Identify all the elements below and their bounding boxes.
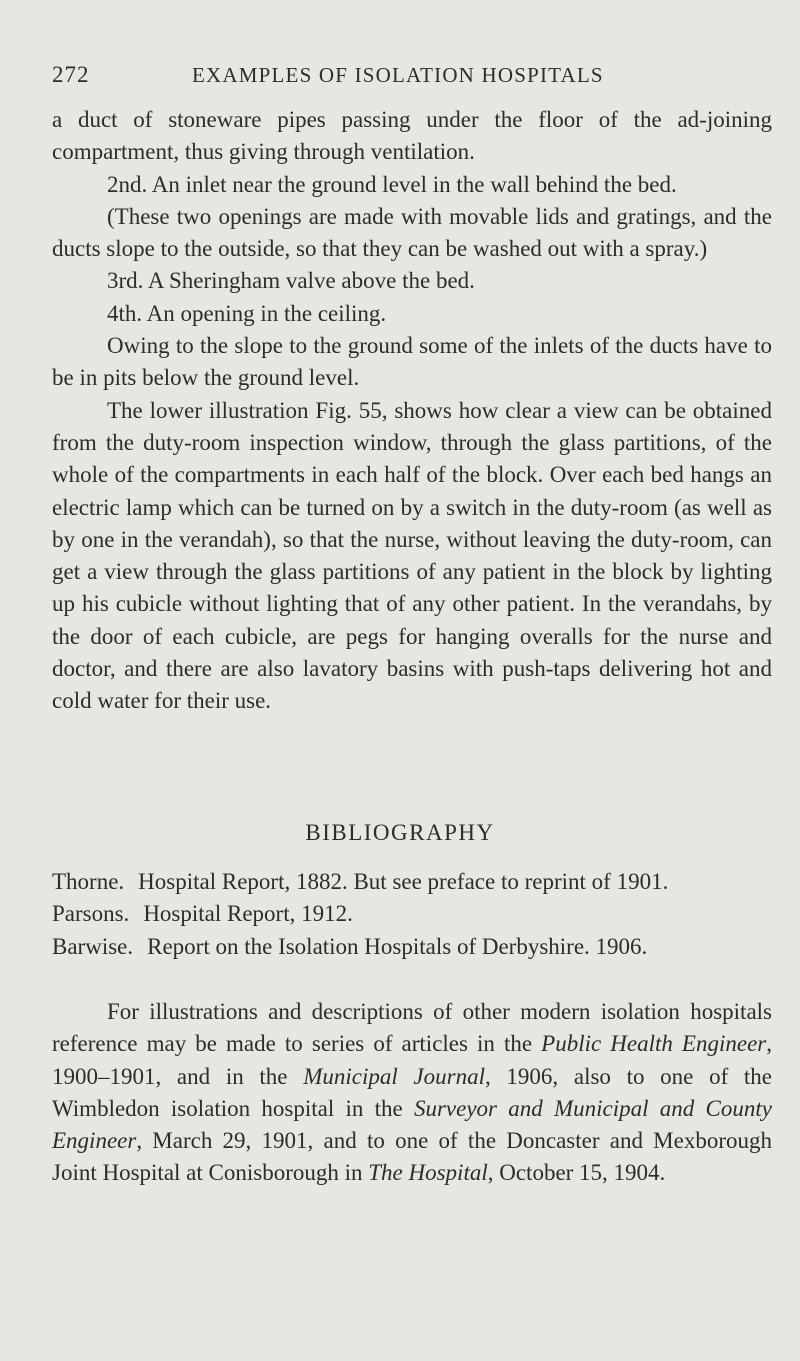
paragraph: a duct of stoneware pipes passing under the floor of the ad-joining compartment, thus giving through ventilation. xyxy=(52,107,772,165)
journal-title: Surveyor and Municipal and County Engineer xyxy=(52,1095,772,1154)
journal-title: The Hospital xyxy=(368,1160,488,1186)
bibliography-reference: Hospital Report, 1912. xyxy=(143,901,353,927)
paragraph: 2nd. An inlet near the ground level in the wall behind the bed. xyxy=(107,171,677,197)
closing-text: , 1900–1901, and in the xyxy=(52,1031,772,1089)
paragraph: 3rd. A Sheringham valve above the bed. xyxy=(107,268,475,294)
bibliography-author: Thorne. xyxy=(52,869,125,894)
bibliography-reference: Report on the Isolation Hospitals of Derbyshire. 1906. xyxy=(147,933,648,959)
bibliography-entry xyxy=(52,931,772,963)
bibliography-entry xyxy=(52,898,772,930)
body-text xyxy=(52,104,772,718)
page-header xyxy=(52,62,752,94)
closing-text: , 1906, also to one of the Wimbledon isolation hospital in the xyxy=(52,1063,773,1121)
closing-paragraph xyxy=(52,996,772,1190)
journal-title: Municipal Journal xyxy=(303,1063,485,1089)
closing-text: , October 15, 1904. xyxy=(487,1160,666,1186)
running-head: EXAMPLES OF ISOLATION HOSPITALS xyxy=(192,63,604,87)
closing-text: For illustrations and descriptions of other modern isolation hospitals reference may be made to series of articles in the xyxy=(52,999,772,1057)
bibliography-author: Barwise. xyxy=(52,933,134,959)
journal-title: Public Health Engineer xyxy=(541,1031,767,1057)
closing-text: , March 29, 1901, and to one of the Doncaster and Mexborough Joint Hospital at Conisborough in xyxy=(52,1128,772,1186)
closing-note xyxy=(52,996,772,1190)
bibliography-author: Parsons. xyxy=(52,901,130,927)
bibliography-reference: Hospital Report, 1882. But see preface to reprint of 1901. xyxy=(138,869,669,894)
bibliography-entry xyxy=(52,866,772,898)
paragraph: Owing to the slope to the ground some of the inlets of the ducts have to be in pits below the ground level. xyxy=(52,333,772,391)
paragraph: The lower illustration Fig. 55, shows how clear a view can be obtained from the duty-room inspection window, through the glass partitions, of the whole of the compartments in each half of the block. Over each bed hangs an electric lamp which can be turned on by a switch in the duty-room (as well as by one in the verandah), so that the nurse, without leaving the duty-room, can get a view through the glass partitions of any patient in the block by lighting up his cubicle without lighting that of any other patient. In the verandahs, by the door of each cubicle, are pegs for hanging overalls for the nurse and doctor, and there are also lavatory basins with push-taps delivering hot and cold water for their use. xyxy=(52,397,772,714)
paragraph: (These two openings are made with movable lids and gratings, and the ducts slope to the outside, so that they can be washed out with a spray.) xyxy=(52,203,772,262)
bibliography-heading: BIBLIOGRAPHY xyxy=(305,820,495,845)
page-number: 272 xyxy=(52,62,90,87)
bibliography-list xyxy=(52,866,772,963)
paragraph: 4th. An opening in the ceiling. xyxy=(107,300,387,326)
